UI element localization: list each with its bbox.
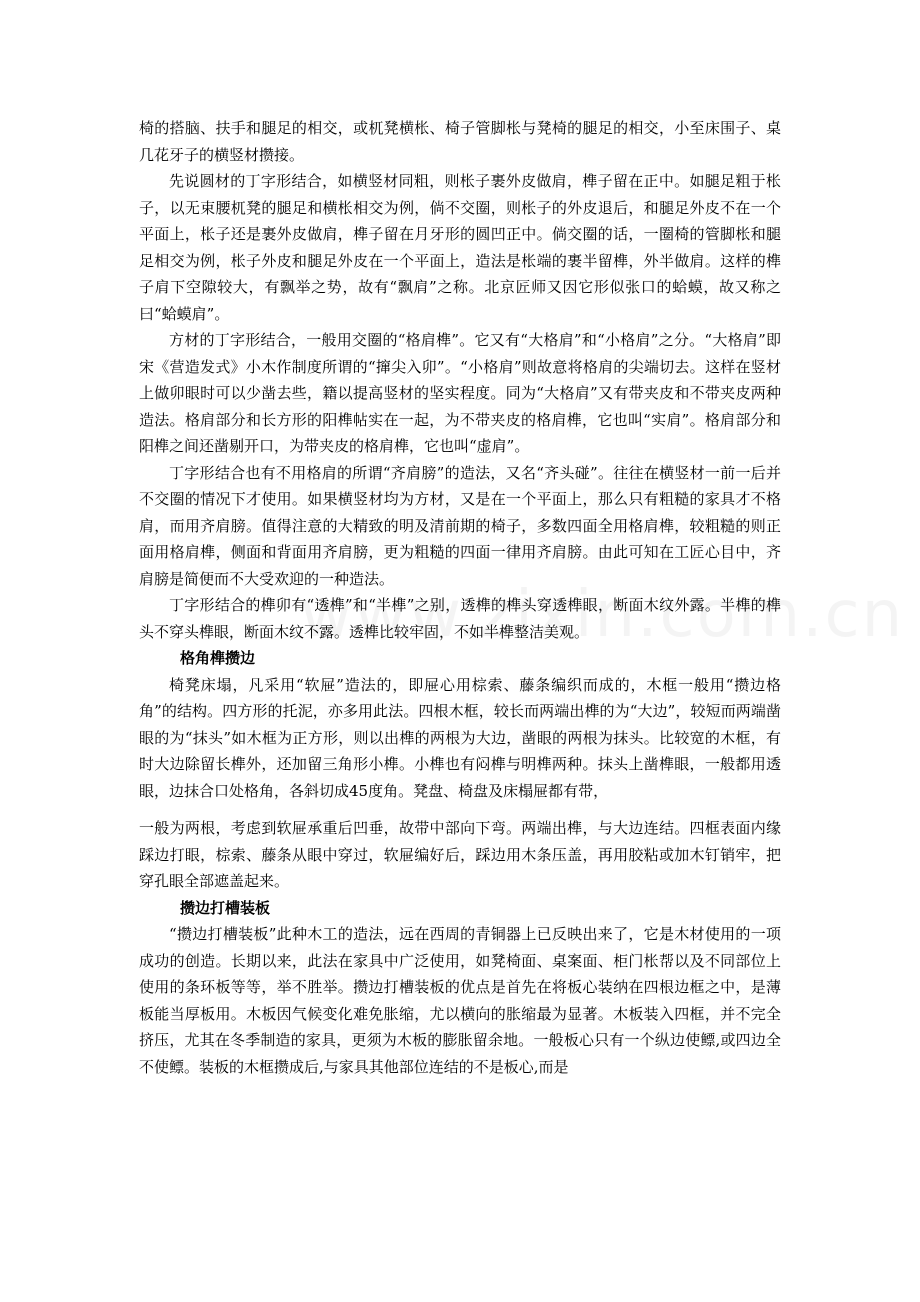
paragraph-square-material: 方材的丁字形结合，一般用交圈的“格肩榫”。它又有“大格肩”和“小格肩”之分。“大格肩”即宋《营造发式》小木作制度所谓的“撺尖入卯”。“小格肩”则故意将格肩的尖端切去。这样在竖材上做卯眼时可以少凿去些，籍以提高竖材的坚实程度。同为“大格肩”又有带夹皮和不带夹皮两种造法。格肩部分和长方形的阳榫帖实在一起，为不带夹皮的格肩榫，它也叫“实肩”。格肩部分和阳榫之间还凿剔开口，为带夹皮的格肩榫，它也叫“虚肩”。 <box>139 331 781 455</box>
document-body <box>139 115 781 1080</box>
paragraph-flush-shoulder: 丁字形结合也有不用格肩的所谓“齐肩膀”的造法，又名“齐头碰”。往往在横竖材一前一后并不交圈的情况下才使用。如果横竖材均为方材，又是在一个平面上，那么只有粗糙的家具才不格肩，而用齐肩膀。值得注意的大精致的明及清前期的椅子，多数四面全用格肩榫，较粗糙的则正面用格肩榫，侧面和背面用齐肩膀，更为粗糙的四面一律用齐肩膀。由此可知在工匠心目中，齐肩膀是简便而不大受欢迎的一种造法。 <box>139 463 781 588</box>
paragraph-soft-seat-continued: 一般为两根，考虑到软屉承重后凹垂，故带中部向下弯。两端出榫，与大边连结。四框表面内缘踩边打眼，棕索、藤条从眼中穿过，软屉编好后，踩边用木条压盖，再用胶粘或加木钉销牢，把穿孔眼全部遮盖起来。 <box>139 819 781 890</box>
section-heading-frame-panel: 攒边打槽装板 <box>180 898 271 917</box>
section-heading-mitered-frame: 格角榫攒边 <box>180 649 256 667</box>
paragraph-through-tenon: 丁字形结合的榫卯有“透榫”和“半榫”之别，透榫的榫头穿透榫眼，断面木纹外露。半榫的榫头不穿头榫眼，断面木纹不露。透榫比较牢固，不如半榫整洁美观。 <box>139 596 781 641</box>
paragraph-soft-seat: 椅凳床塌，凡采用“软屉”造法的，即屉心用棕索、藤条编织而成的，木框一般用“攒边格角”的结构。四方形的托泥，亦多用此法。四根木框，较长而两端出榫的为“大边”，较短而两端凿眼的为“抹头”如木框为正方形，则以出榫的两根为大边，凿眼的两根为抹头。比较宽的木框，有时大边除留长榫外，还加留三角形小榫。小榫也有闷榫与明榫两种。抹头上凿榫眼，一般都用透眼，边抹合口处格角，各斜切成45度角。凳盘、椅盘及床榻屉都有带， <box>139 675 781 800</box>
paragraph-continuation: 椅的搭脑、扶手和腿足的相交，或杌凳横枨、椅子管脚枨与凳椅的腿足的相交，小至床围子、桌几花牙子的横竖材攒接。 <box>139 119 781 164</box>
paragraph-frame-panel: “攒边打槽装板”此种木工的造法，远在西周的青铜器上已反映出来了，它是木材使用的一项成功的创造。长期以来，此法在家具中广泛使用，如凳椅面、桌案面、柜门枨帮以及不同部位上使用的条环板等等，举不胜举。攒边打槽装板的优点是首先在将板心装纳在四根边框之中，是薄板能当厚板用。木板因气候变化难免胀缩，尤以横向的胀缩最为显著。木板装入四框，并不完全挤压，尤其在冬季制造的家具，更须为木板的膨胀留余地。一般板心只有一个纵边使鳔,或四边全不使鳔。装板的木框攒成后,与家具其他部位连结的不是板心,而是 <box>139 925 781 1076</box>
paragraph-round-material: 先说圆材的丁字形结合，如横竖材同粗，则枨子裹外皮做肩，榫子留在正中。如腿足粗于枨子，以无束腰杌凳的腿足和横枨相交为例，倘不交圈，则枨子的外皮退后，和腿足外皮不在一个平面上，枨子还是裹外皮做肩，榫子留在月牙形的圆凹正中。倘交圈的话，一圈椅的管脚枨和腿足相交为例，枨子外皮和腿足外皮在一个平面上，造法是枨端的裹半留榫，外半做肩。这样的榫子肩下空隙较大，有飘举之势，故有“飘肩”之称。北京匠师又因它形似张口的蛤蟆，故又称之曰“蛤蟆肩”。 <box>139 172 781 323</box>
